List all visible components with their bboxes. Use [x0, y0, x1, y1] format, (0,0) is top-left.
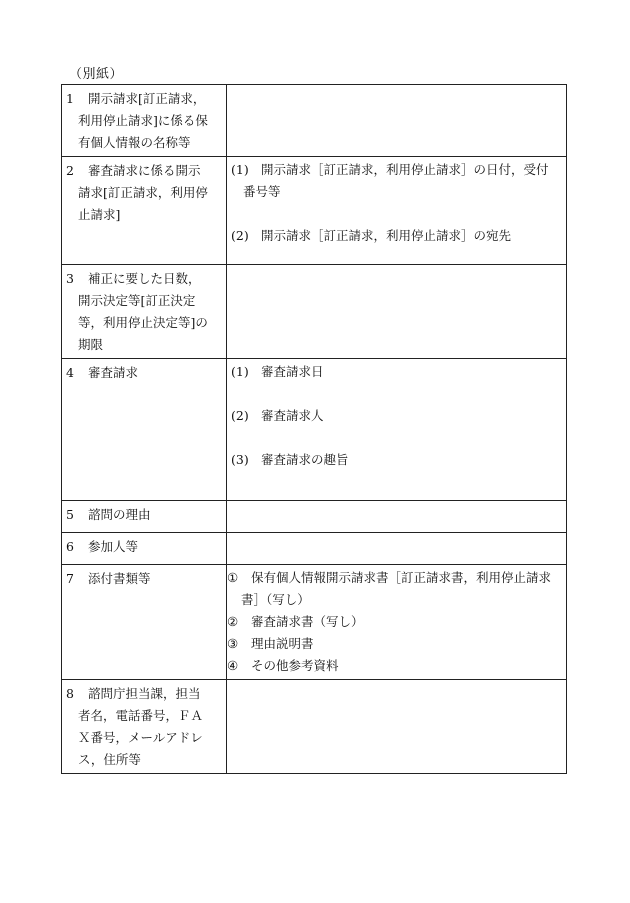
row-label: 6 参加人等 — [62, 533, 227, 565]
table-row — [62, 533, 567, 565]
table-row — [62, 157, 567, 265]
row-label: 8 諮問庁担当課，担当 者名，電話番号，ＦＡ Ｘ番号，メールアドレ ス，住所等 — [62, 680, 227, 774]
row-label: 4 審査請求 — [62, 359, 227, 501]
row-value: (1) 開示請求［訂正請求，利用停止請求］の日付，受付 番号等 (2) 開示請求［訂正請求，利用停止請求］の宛先 — [227, 157, 567, 265]
table-row — [62, 265, 567, 359]
row-value: (1) 審査請求日 (2) 審査請求人 (3) 審査請求の趣旨 — [227, 359, 567, 501]
table-row — [62, 565, 567, 680]
row-label: 1 開示請求[訂正請求， 利用停止請求]に係る保 有個人情報の名称等 — [62, 85, 227, 157]
table-row — [62, 680, 567, 774]
table-row — [62, 501, 567, 533]
row-value — [227, 265, 567, 359]
row-value: ① 保有個人情報開示請求書［訂正請求書，利用停止請求 書］（写し） ② 審査請求書（写し） ③ 理由説明書 ④ その他参考資料 — [227, 565, 567, 680]
row-value — [227, 501, 567, 533]
attachment-caption: （別紙） — [69, 67, 124, 82]
row-value — [227, 680, 567, 774]
row-value — [227, 533, 567, 565]
form-table — [61, 84, 567, 774]
row-value — [227, 85, 567, 157]
row-label: 3 補正に要した日数， 開示決定等[訂正決定 等，利用停止決定等]の 期限 — [62, 265, 227, 359]
table-row — [62, 359, 567, 501]
row-label: 7 添付書類等 — [62, 565, 227, 680]
row-label: 5 諮問の理由 — [62, 501, 227, 533]
table-row — [62, 85, 567, 157]
row-label: 2 審査請求に係る開示 請求[訂正請求，利用停 止請求] — [62, 157, 227, 265]
